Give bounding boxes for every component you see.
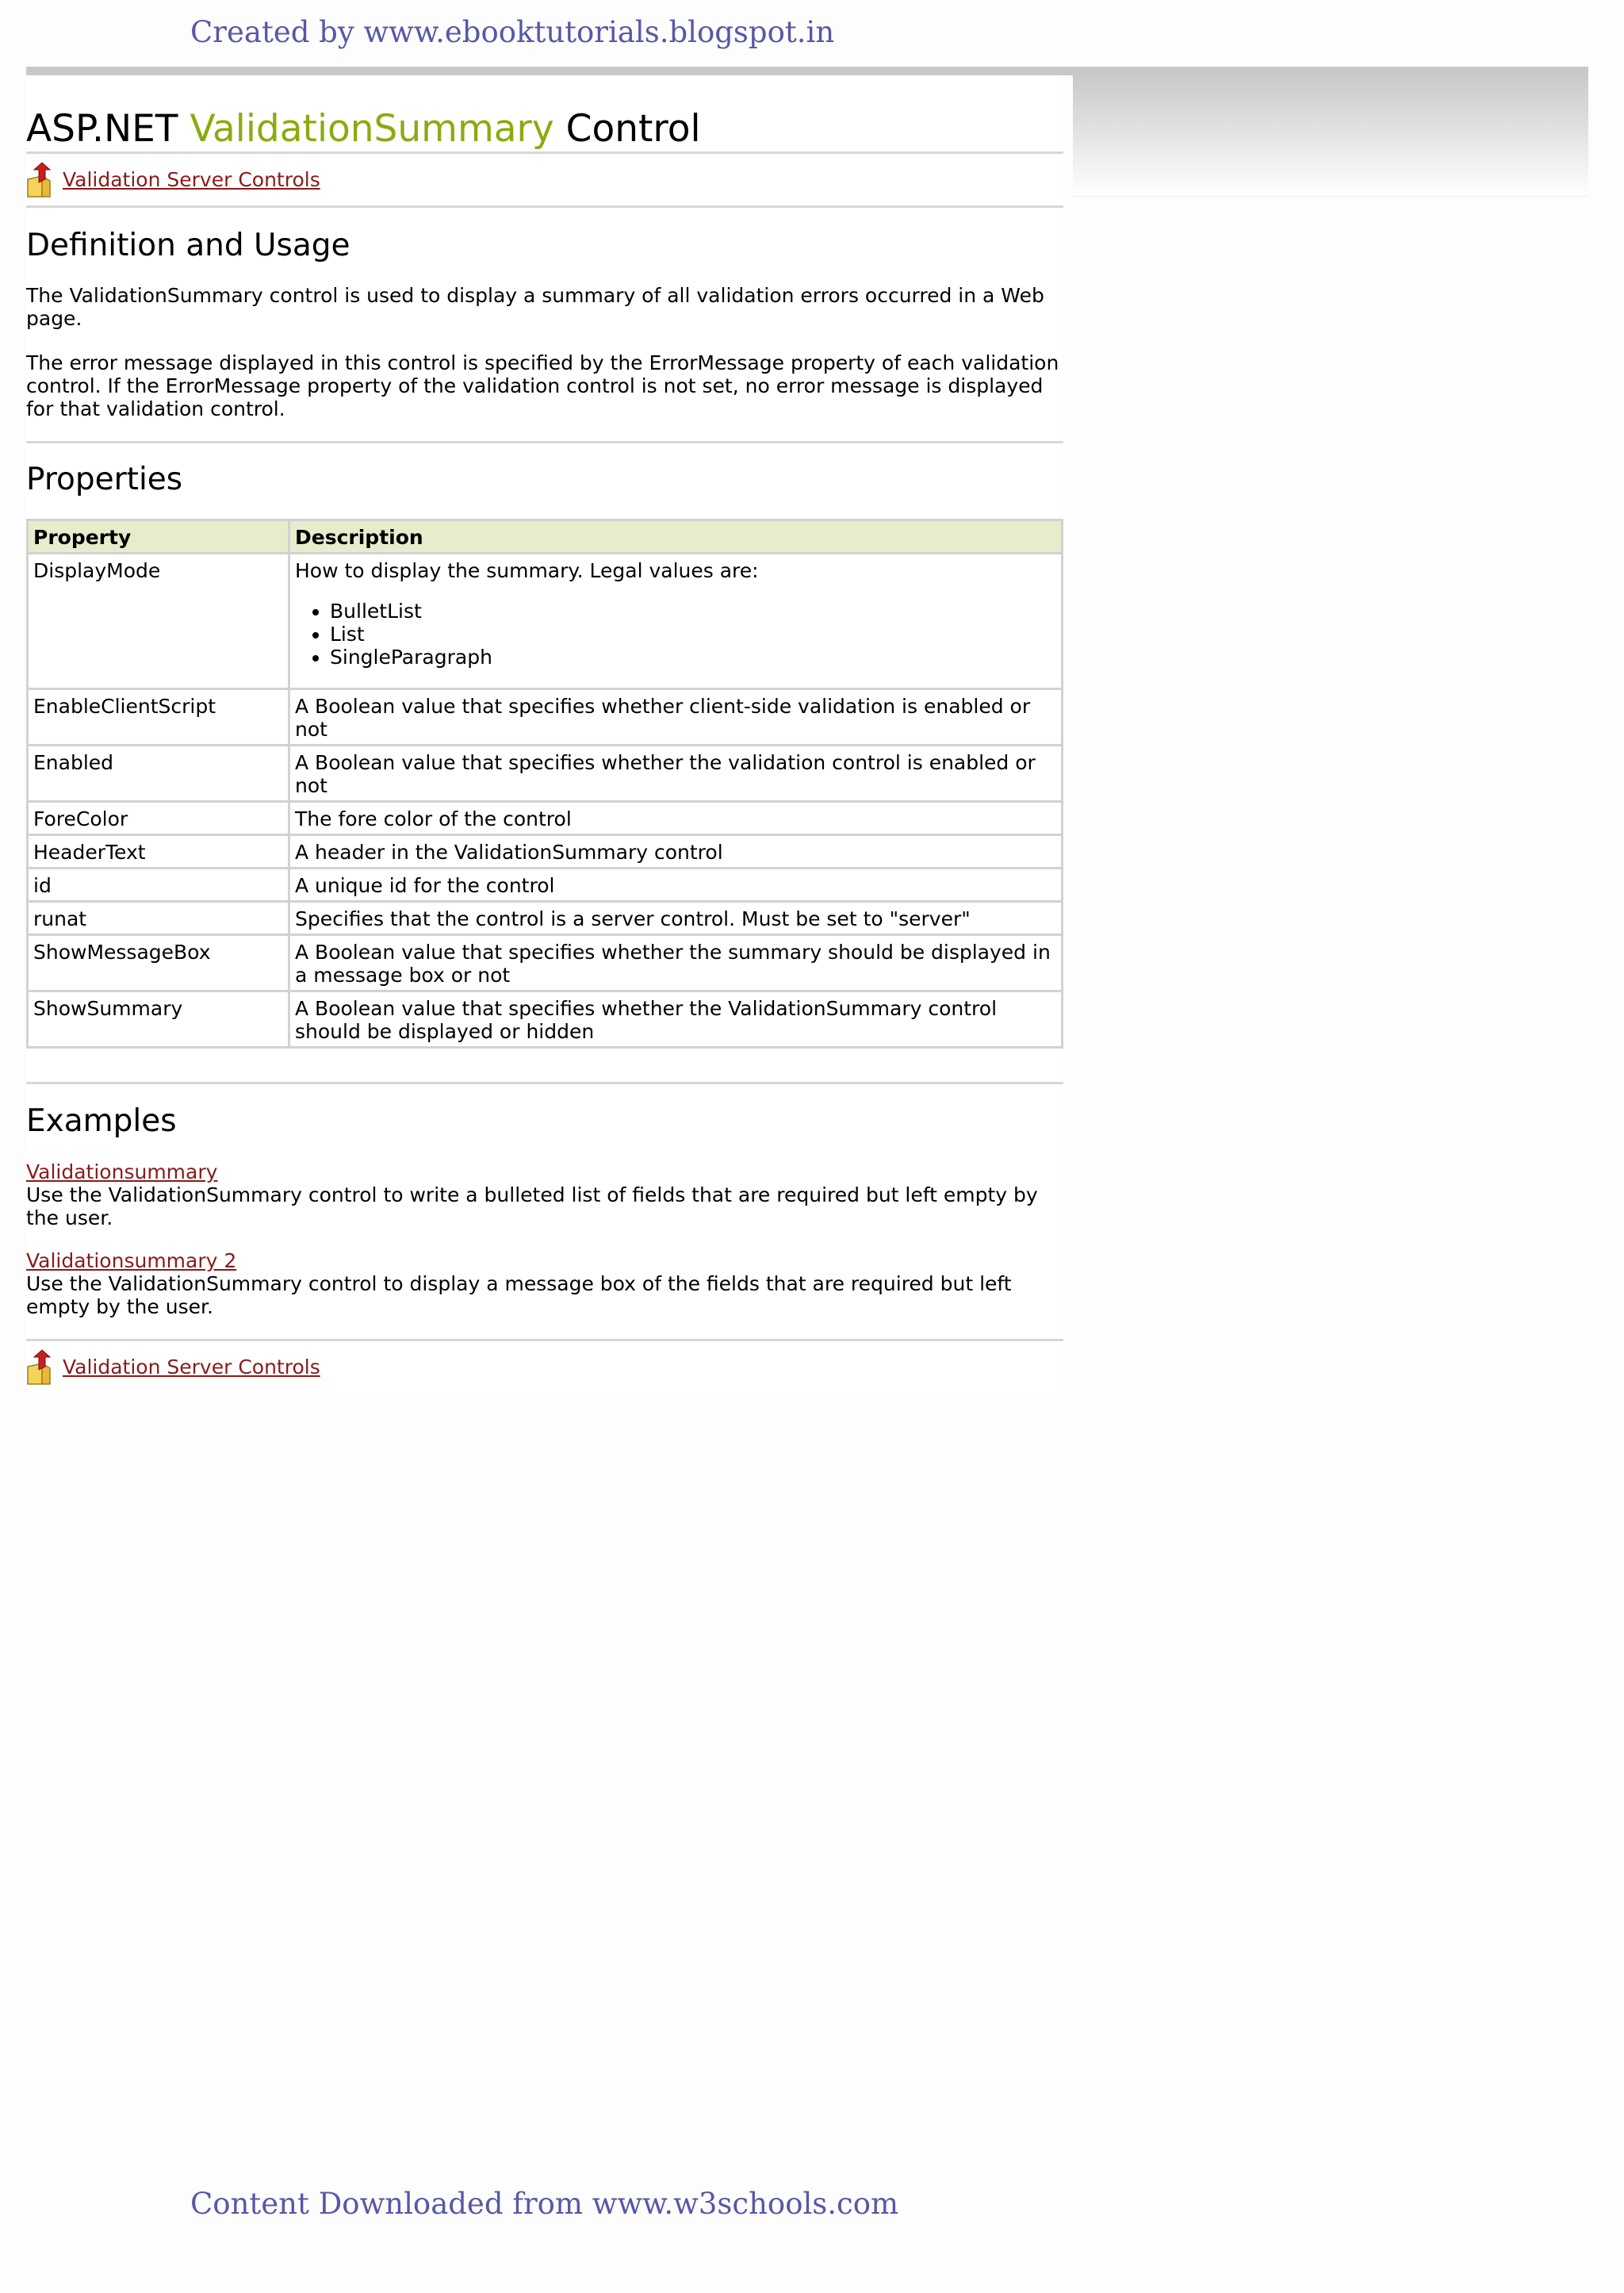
back-link-bottom[interactable] (26, 1349, 320, 1386)
description-cell: A Boolean value that specifies whether client-side validation is enabled or not (289, 689, 1063, 746)
folder-up-arrow-icon (26, 162, 56, 198)
description-text: How to display the summary. Legal values are: (295, 559, 759, 582)
description-cell: A Boolean value that specifies whether the summary should be displayed in a message box or not (289, 935, 1063, 991)
column-header-description: Description (289, 520, 1063, 554)
description-cell: A header in the ValidationSummary control (289, 835, 1063, 869)
properties-heading: Properties (26, 462, 183, 497)
page-title (26, 75, 1063, 151)
legal-values-list (295, 600, 1056, 669)
property-cell: DisplayMode (28, 554, 289, 689)
table-row (28, 935, 1063, 991)
description-cell: A unique id for the control (289, 869, 1063, 902)
list-item: • List (330, 623, 1056, 646)
properties-section (26, 443, 1063, 1082)
property-cell: runat (28, 902, 289, 935)
table-row (28, 869, 1063, 902)
definition-paragraph-1: The ValidationSummary control is used to display a summary of all validation errors occurred in a Web page. (26, 284, 1044, 330)
examples-section (26, 1084, 1063, 1339)
list-item: • SingleParagraph (330, 646, 1056, 669)
example-item (26, 1160, 1063, 1229)
description-cell: A Boolean value that specifies whether the ValidationSummary control should be displayed or hidden (289, 991, 1063, 1048)
table-row (28, 835, 1063, 869)
table-row (28, 802, 1063, 835)
main-content (26, 75, 1063, 1393)
table-row (28, 689, 1063, 746)
examples-heading: Examples (26, 1103, 177, 1139)
description-cell: A Boolean value that specifies whether the validation control is enabled or not (289, 746, 1063, 802)
example-description: Use the ValidationSummary control to display a message box of the fields that are required but left empty by the user. (26, 1272, 1012, 1318)
title-prefix: ASP.NET (26, 107, 178, 151)
property-cell: Enabled (28, 746, 289, 802)
definition-paragraph-2: The error message displayed in this control is specified by the ErrorMessage property of each validation control. If the ErrorMessage property of the validation control is not set, no error message is displayed for that validation control. (26, 351, 1059, 420)
definition-section (26, 208, 1063, 441)
watermark-bottom: Content Downloaded from www.w3schools.com (190, 2187, 899, 2221)
title-suffix: Control (565, 107, 701, 151)
folder-up-arrow-icon (26, 1349, 56, 1386)
example-link-1[interactable]: Validationsummary (26, 1160, 218, 1183)
back-link-top-label: Validation Server Controls (63, 168, 320, 191)
example-item (26, 1249, 1063, 1318)
back-link-bottom-label: Validation Server Controls (63, 1355, 320, 1378)
example-description: Use the ValidationSummary control to write a bulleted list of fields that are required but left empty by the user. (26, 1183, 1038, 1229)
side-gradient-panel (1073, 75, 1588, 197)
title-accent: ValidationSummary (190, 107, 554, 151)
table-row (28, 554, 1063, 689)
description-cell: The fore color of the control (289, 802, 1063, 835)
list-item: • BulletList (330, 600, 1056, 623)
watermark-top: Created by www.ebooktutorials.blogspot.in (190, 15, 835, 49)
properties-table (26, 519, 1063, 1049)
property-cell: HeaderText (28, 835, 289, 869)
description-cell (289, 554, 1063, 689)
back-link-row-top (26, 154, 1063, 205)
table-row (28, 902, 1063, 935)
table-header-row (28, 520, 1063, 554)
back-link-row-bottom (26, 1341, 1063, 1393)
property-cell: EnableClientScript (28, 689, 289, 746)
property-cell: id (28, 869, 289, 902)
table-row (28, 746, 1063, 802)
property-cell: ShowMessageBox (28, 935, 289, 991)
property-cell: ShowSummary (28, 991, 289, 1048)
description-cell: Specifies that the control is a server control. Must be set to "server" (289, 902, 1063, 935)
property-cell: ForeColor (28, 802, 289, 835)
definition-heading: Definition and Usage (26, 228, 350, 263)
example-link-2[interactable]: Validationsummary 2 (26, 1249, 237, 1272)
back-link-top[interactable] (26, 162, 320, 198)
column-header-property: Property (28, 520, 289, 554)
top-divider-bar (26, 67, 1588, 75)
table-row (28, 991, 1063, 1048)
